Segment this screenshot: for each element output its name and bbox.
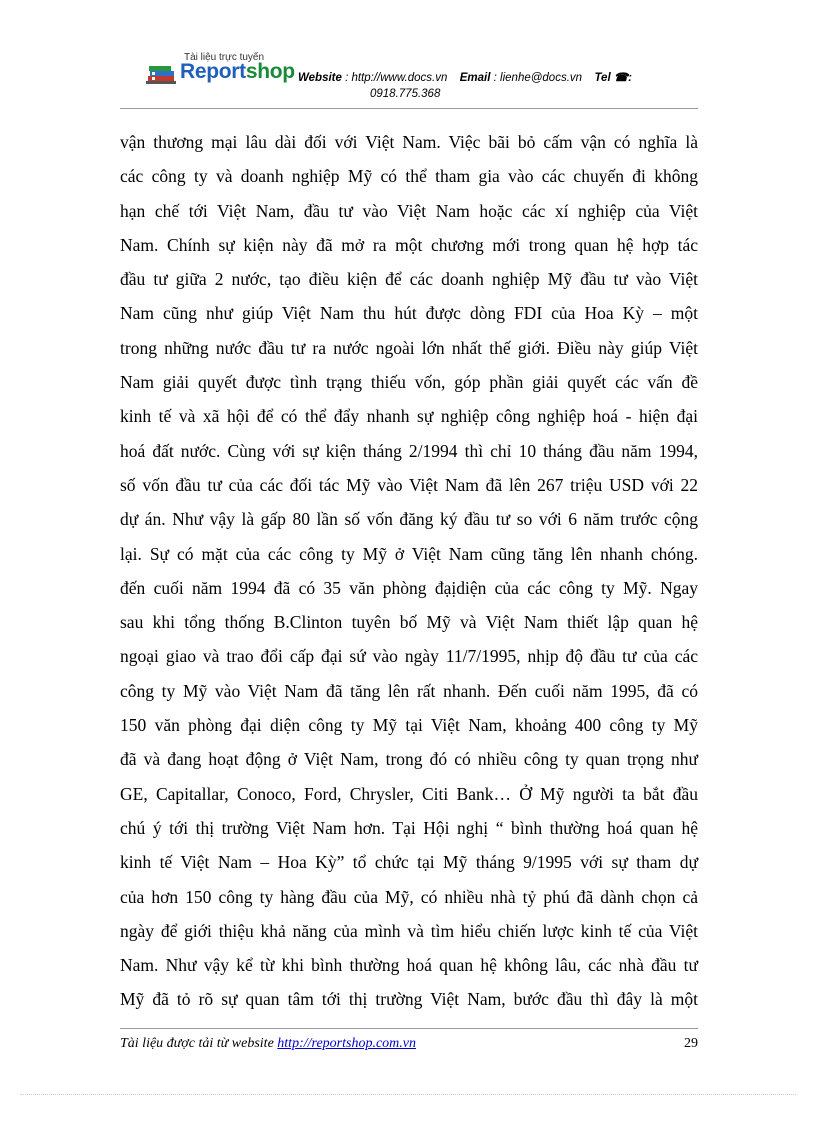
body-line: Nam. Như vậy kể từ khi bình thường hoá quan hệ không lâu, các nhà đầu tư <box>120 955 698 976</box>
document-body <box>120 125 698 1017</box>
footer-text: Tài liệu được tải từ website <box>120 1036 278 1051</box>
body-line: 150 văn phòng đại diện công ty Mỹ tại Việt Nam, khoảng 400 công ty Mỹ <box>120 715 698 736</box>
body-line: Mỹ đã tỏ rõ sự quan tâm tới thị trường Việt Nam, bước đầu thì đây là một <box>120 989 698 1010</box>
body-line: hoá đất nước. Cùng với sự kiện tháng 2/1994 thì chỉ 10 tháng đầu năm 1994, <box>120 440 698 461</box>
page-edge-divider <box>20 1094 796 1095</box>
logo-wordmark <box>180 60 295 84</box>
body-line: của hơn 150 công ty hàng đầu của Mỹ, có nhiều nhà tỷ phú đã dành chọn cả <box>120 886 698 907</box>
body-line: ngoại giao và trao đổi cấp đại sứ vào ngày 11/7/1995, nhịp độ đầu tư của các <box>120 646 698 667</box>
website-value[interactable]: : http://www.docs.vn <box>345 72 448 84</box>
body-line: dự án. Như vậy là gấp 80 lần số vốn đăng ký đầu tư so với 6 năm trước cộng <box>120 509 698 530</box>
body-line: số vốn đầu tư của các đối tác Mỹ vào Việt Nam đã lên 267 triệu USD với 22 <box>120 474 698 495</box>
body-line: GE, Capitallar, Conoco, Ford, Chrysler, Citi Bank… Ở Mỹ người ta bắt đầu <box>120 783 698 804</box>
page-number: 29 <box>684 1036 698 1051</box>
body-line: đầu tư giữa 2 nước, tạo điều kiện để các doanh nghiệp Mỹ đầu tư vào Việt <box>120 269 698 290</box>
body-line: đã và đang hoạt động ở Việt Nam, trong đó có nhiều công ty quan trọng như <box>120 749 698 770</box>
tel-label: Tel ☎: <box>594 72 632 84</box>
page-footer <box>120 1036 698 1058</box>
email-value[interactable]: : lienhe@docs.vn <box>493 72 583 84</box>
body-line: hạn chế tới Việt Nam, đầu tư vào Việt Nam hoặc các xí nghiệp của Việt <box>120 200 698 221</box>
body-line: Nam cũng như giúp Việt Nam thu hút được dòng FDI của Hoa Kỳ – một <box>120 303 698 324</box>
body-line: công ty Mỹ vào Việt Nam đã tăng lên rất nhanh. Đến cuối năm 1995, đã có <box>120 680 698 701</box>
body-line: các công ty và doanh nghiệp Mỹ có thể tham gia vào các chuyến đi không <box>120 166 698 187</box>
footer-link[interactable]: http://reportshop.com.vn <box>277 1036 416 1051</box>
body-line: Nam. Chính sự kiện này đã mở ra một chương mới trong quan hệ hợp tác <box>120 234 698 255</box>
header-divider <box>120 108 698 109</box>
body-line: kinh tế và xã hội để có thể đẩy nhanh sự nghiệp công nghiệp hoá - hiện đại <box>120 406 698 427</box>
logo-brand-part1: Report <box>180 60 246 83</box>
body-line: chú ý tới thị trường Việt Nam hơn. Tại Hội nghị “ bình thường hoá quan hệ <box>120 817 698 838</box>
body-line: đến cuối năm 1994 đã có 35 văn phòng đạịdiện của các công ty Mỹ. Ngay <box>120 577 698 598</box>
body-line: lại. Sự có mặt của các công ty Mỹ ở Việt Nam cũng tăng lên nhanh chóng. <box>120 543 698 564</box>
contact-line <box>298 70 632 84</box>
body-line: sau khi tổng thống B.Clinton tuyên bố Mỹ và Việt Nam thiết lập quan hệ <box>120 612 698 633</box>
body-line: ngày để giới thiệu khả năng của mình và tìm hiểu chiến lược kinh tế của Việt <box>120 920 698 941</box>
page-header <box>120 48 698 108</box>
body-line: vận thương mại lâu dài đối với Việt Nam. Việc bãi bỏ cấm vận có nghĩa là <box>120 132 698 152</box>
logo-tagline: Tài liệu trực tuyến <box>184 52 265 63</box>
website-label: Website <box>298 72 342 84</box>
email-label: Email <box>459 72 491 84</box>
body-line: trong những nước đầu tư ra nước ngoài lớn nhất thế giới. Điều này giúp Việt <box>120 337 698 358</box>
footer-divider <box>120 1028 698 1029</box>
logo-brand-part2: shop <box>245 60 295 83</box>
books-icon <box>146 60 178 86</box>
footer-source <box>120 1036 416 1052</box>
body-line: Nam giải quyết được tình trạng thiếu vốn, góp phần giải quyết các vấn đề <box>120 372 698 393</box>
reportshop-logo[interactable] <box>146 50 316 90</box>
body-line: kinh tế Việt Nam – Hoa Kỳ” tổ chức tại Mỹ tháng 9/1995 với sự tham dự <box>120 852 698 873</box>
phone-number: 0918.775.368 <box>370 88 441 100</box>
